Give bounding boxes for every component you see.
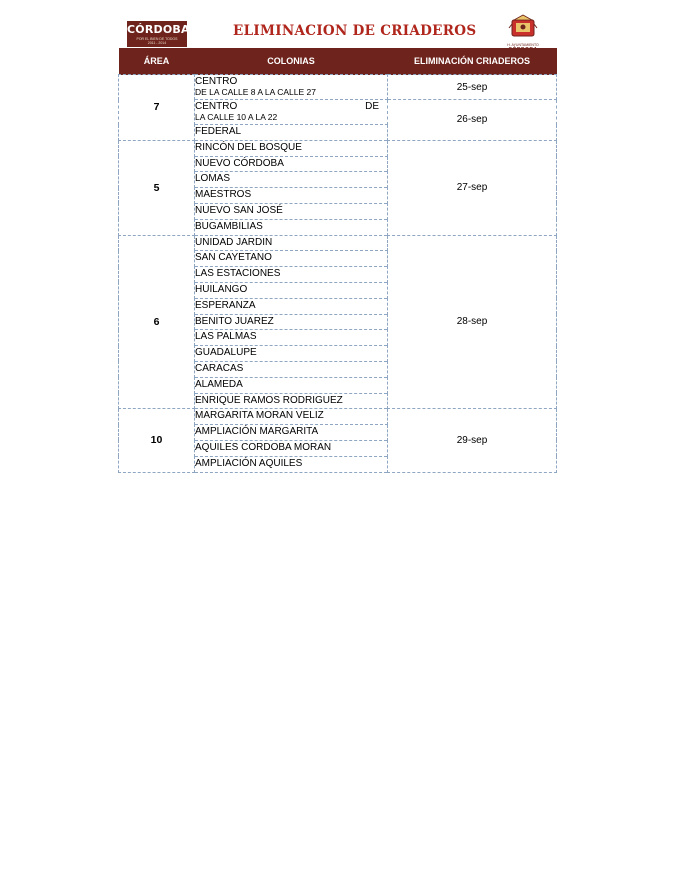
colonia-cell: LAS ESTACIONES (195, 267, 388, 283)
colonia-cell: FEDERAL (195, 125, 388, 141)
logo-word: CÓRDOBA (127, 23, 190, 36)
colonia-cell: ENRIQUE RAMOS RODRIGUEZ (195, 393, 388, 409)
header-eliminacion: ELIMINACIÓN CRIADEROS (388, 48, 557, 75)
colonia-cell: ALAMEDA (195, 377, 388, 393)
colonia-cell: RINCÓN DEL BOSQUE (195, 140, 388, 156)
table-row (119, 75, 557, 100)
colonia-name: CENTRO (195, 76, 238, 87)
colonia-cell (195, 100, 388, 125)
date-cell: 26-sep (388, 100, 557, 141)
colonia-cell (195, 75, 388, 100)
colonia-name: CENTRO (195, 101, 238, 112)
colonia-cell: HUILANGO (195, 282, 388, 298)
colonia-cell: LAS PALMAS (195, 330, 388, 346)
coat-of-arms-icon (508, 14, 538, 38)
colonia-detail: DE LA CALLE 8 A LA CALLE 27 (195, 87, 316, 97)
colonia-cell: BUGAMBILIAS (195, 219, 388, 235)
table-row (119, 235, 557, 251)
header-row (119, 48, 557, 75)
colonia-cell: NUEVO SAN JOSÉ (195, 203, 388, 219)
colonia-cell: AQUILES CORDOBA MORAN (195, 440, 388, 456)
area-cell: 7 (119, 75, 195, 141)
header-colonias: COLONIAS (195, 48, 388, 75)
page-title: ELIMINACION DE CRIADEROS (233, 23, 477, 39)
colonia-cell: NUEVO CÓRDOBA (195, 156, 388, 172)
table-row (119, 409, 557, 425)
date-cell: 27-sep (388, 140, 557, 235)
colonia-connector: DE (365, 101, 379, 112)
header-area: ÁREA (119, 48, 195, 75)
colonia-cell: MARGARITA MORAN VELIZ (195, 409, 388, 425)
logo-right-line1: H. AYUNTAMIENTO (507, 43, 539, 47)
area-cell: 5 (119, 140, 195, 235)
cordoba-logo (127, 21, 190, 47)
table-row (119, 140, 557, 156)
colonia-detail: LA CALLE 10 A LA 22 (195, 112, 278, 122)
colonia-cell: MAESTROS (195, 188, 388, 204)
logo-years: 2011 - 2014 (147, 41, 167, 45)
colonia-cell: LOMAS (195, 172, 388, 188)
colonia-cell: AMPLIACIÓN MARGARITA (195, 425, 388, 441)
colonia-cell: UNIDAD JARDIN (195, 235, 388, 251)
colonia-cell: CARACAS (195, 361, 388, 377)
colonia-cell: GUADALUPE (195, 346, 388, 362)
colonia-cell: BENITO JUAREZ (195, 314, 388, 330)
date-cell: 28-sep (388, 235, 557, 409)
colonia-cell: ESPERANZA (195, 298, 388, 314)
date-cell: 29-sep (388, 409, 557, 472)
area-cell: 6 (119, 235, 195, 409)
colonia-cell: SAN CAYETANO (195, 251, 388, 267)
area-cell: 10 (119, 409, 195, 472)
date-cell: 25-sep (388, 75, 557, 100)
ayuntamiento-logo (497, 14, 549, 48)
logo-slogan: POR EL BIEN DE TODOS (136, 37, 178, 41)
colonia-cell: AMPLIACIÓN AQUILES (195, 456, 388, 472)
schedule-table (118, 48, 557, 473)
